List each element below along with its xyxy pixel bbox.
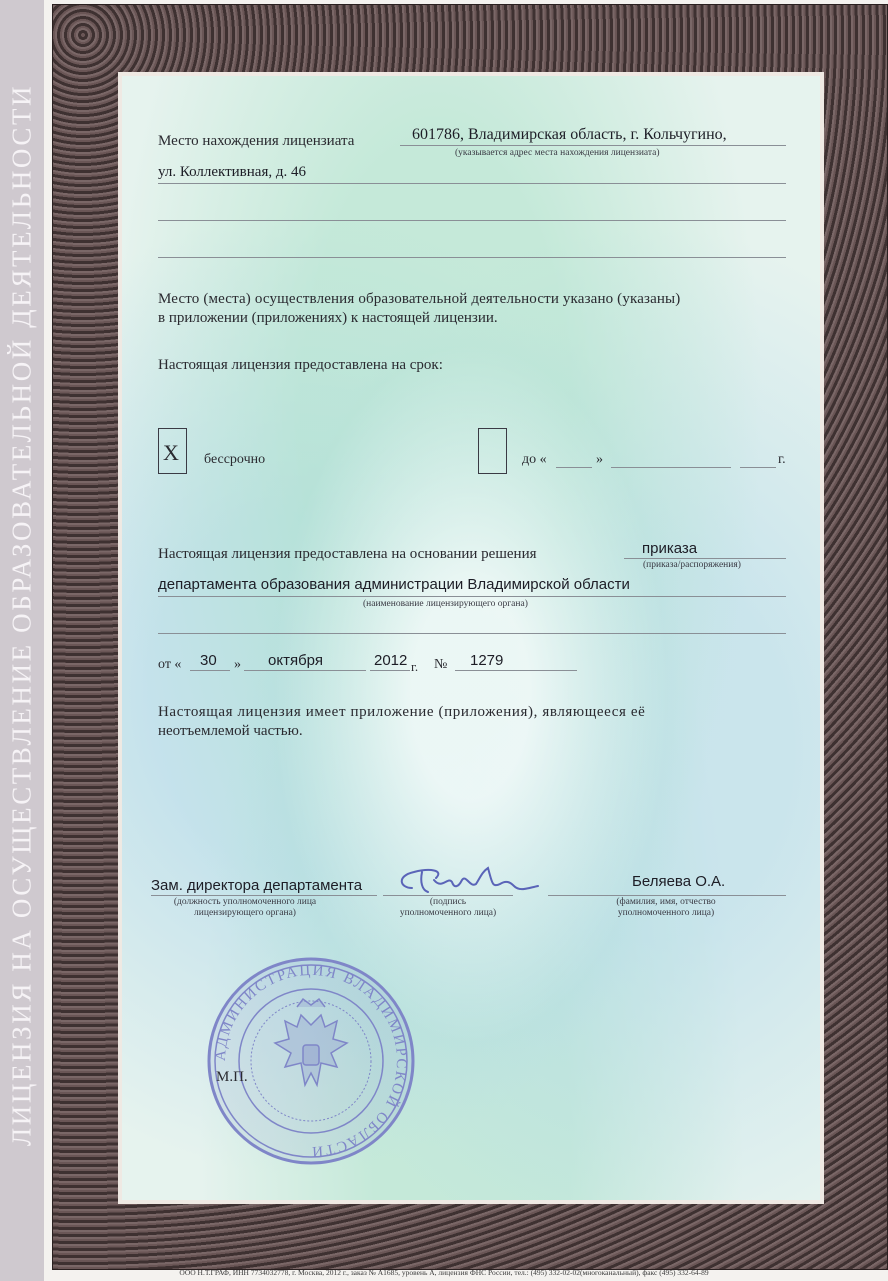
decision-type-caption: (приказа/распоряжения) [643, 560, 741, 570]
until-month-line [611, 467, 731, 468]
unlimited-checkbox [158, 428, 187, 474]
until-quote-close: » [596, 452, 603, 467]
day-underline [190, 670, 230, 671]
vertical-document-title [0, 0, 44, 1281]
checkbox-mark: X [163, 440, 179, 465]
signature-caption [380, 897, 516, 919]
decision-month: октября [268, 652, 323, 669]
decision-type-value: приказа [642, 540, 698, 557]
unlimited-option-label: бессрочно [204, 452, 266, 467]
position-caption-line2: лицензирующего органа) [194, 908, 296, 918]
name-underline [548, 895, 786, 896]
date-from: от « [158, 657, 182, 672]
until-checkbox [478, 428, 507, 474]
decision-number: 1279 [470, 652, 504, 669]
position-underline [151, 895, 377, 896]
signature-underline [383, 895, 513, 896]
annex-text-line2: неотъемлемой частью. [158, 723, 303, 739]
decision-type-underline [624, 558, 786, 559]
address-value-line2: ул. Коллективная, д. 46 [158, 164, 306, 180]
number-underline [455, 670, 577, 671]
month-underline [244, 670, 366, 671]
name-caption [586, 897, 746, 919]
authority-caption: (наименование лицензирующего органа) [363, 599, 528, 609]
seal-text: АДМИНИСТРАЦИЯ ВЛАДИМИРСКОЙ ОБЛАСТИ [212, 962, 410, 1160]
signature-caption-line1: (подпись [429, 897, 467, 907]
address-underline-1 [400, 145, 786, 146]
printer-footer: ООО Н.Т.ГРАФ, ИНН 7734032778, г. Москва, 2012 г., заказ № А1685, уровень А, лицензия ФНС России, тел.: (495) 332-02-02(многоканальный), факс (495) 332-64-89 [179, 1268, 709, 1277]
term-label: Настоящая лицензия предоставлена на срок: [158, 357, 443, 373]
position-caption-line1: (должность уполномоченного лица [173, 897, 317, 907]
number-sign: № [434, 657, 448, 672]
until-prefix: до « [522, 452, 547, 467]
address-caption: (указывается адрес места нахождения лицензиата) [455, 148, 660, 158]
day-close-quote: » [234, 657, 241, 672]
address-label: Место нахождения лицензиата [158, 133, 355, 149]
official-seal [205, 955, 417, 1167]
signatory-name: Беляева О.А. [632, 873, 726, 890]
position-caption [160, 897, 330, 919]
stamp-place-label: М.П. [216, 1069, 248, 1085]
authority-underline-2 [158, 633, 786, 634]
signature-caption-line2: уполномоченного лица) [399, 908, 497, 918]
address-underline-2 [158, 183, 786, 184]
basis-label: Настоящая лицензия предоставлена на основании решения [158, 546, 537, 562]
until-year-line [740, 467, 776, 468]
name-caption-line1: (фамилия, имя, отчество [616, 897, 716, 907]
annex-text-line1: Настоящая лицензия имеет приложение (приложения), являющееся её [158, 704, 646, 720]
places-text-line2: в приложении (приложениях) к настоящей лицензии. [158, 310, 498, 326]
until-day-line [556, 467, 592, 468]
address-value-line1: 601786, Владимирская область, г. Кольчугино, [412, 126, 727, 143]
year-suffix: г. [411, 659, 419, 674]
address-underline-4 [158, 257, 786, 258]
vertical-title-text: ЛИЦЕНЗИЯ НА ОСУЩЕСТВЛЕНИЕ ОБРАЗОВАТЕЛЬНОЙ ДЕЯТЕЛЬНОСТИ [6, 83, 37, 1147]
name-caption-line2: уполномоченного лица) [617, 908, 715, 918]
authority-value: департамента образования администрации Владимирской области [158, 576, 630, 593]
address-underline-3 [158, 220, 786, 221]
signatory-position: Зам. директора департамента [151, 877, 363, 894]
until-year-suffix: г. [778, 452, 786, 467]
decision-day: 30 [200, 652, 217, 669]
places-text-line1: Место (места) осуществления образовательной деятельности указано (указаны) [158, 291, 681, 307]
decision-year: 2012 [374, 652, 408, 669]
year-underline [370, 670, 410, 671]
authority-underline [158, 596, 786, 597]
